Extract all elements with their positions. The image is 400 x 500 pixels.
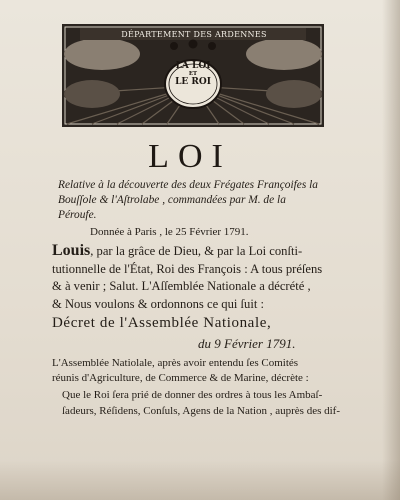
page-edge-shadow	[382, 0, 400, 500]
subtitle-line: Relative à la découverte des deux Frégates Françoifes la	[58, 179, 318, 191]
subtitle-line: Péroufe.	[58, 209, 97, 221]
decree-heading: Décret de l'Assemblée Nationale,	[52, 315, 272, 331]
preamble-line-text: , par la grâce de Dieu, & par la Loi conſti-	[90, 244, 303, 258]
dateline: Donnée à Paris , le 25 Février 1791.	[90, 226, 249, 238]
seal-text-le-roi: LE ROI	[175, 77, 211, 87]
department-banner: DÉPARTEMENT DES ARDENNES	[121, 30, 267, 39]
subtitle-line: Bouſſole & l'Aſtrolabe , commandées par M. de la	[58, 194, 286, 206]
preamble-paragraph	[52, 242, 382, 313]
preamble-line: & Nous voulons & ordonnons ce qui ſuit :	[52, 296, 264, 311]
page-bottom-shadow	[0, 460, 400, 500]
decree-date: du 9 Février 1791.	[198, 336, 296, 351]
preamble-line: tutionnelle de l'État, Roi des François : A tous préſens	[52, 261, 323, 276]
document-subtitle	[58, 178, 376, 223]
decree-intro-line: L'Assemblée Natiolale, après avoir entendu ſes Comités	[52, 357, 299, 369]
seal-text-et: ET	[188, 71, 198, 77]
decree-body-line: Que le Roi ſera prié de donner des ordres à tous les Ambaſ-	[62, 389, 323, 401]
preamble-line: & à venir ; Salut. L'Aſſemblée Nationale a décrété ,	[52, 279, 311, 294]
seal-text-la-loi: LA LOI	[175, 61, 211, 71]
decree-body-line: ſadeurs, Réſidens, Conſuls, Agens de la Nation , auprès des dif-	[62, 404, 341, 417]
decree-intro	[52, 356, 382, 386]
document-title: LOI	[148, 138, 232, 175]
decree-body	[62, 388, 382, 419]
preamble-line	[52, 242, 382, 261]
decree-intro-line: réunis d'Agriculture, de Commerce & de Marine, décrète :	[52, 372, 309, 384]
preamble-lead: Louis	[52, 242, 91, 259]
